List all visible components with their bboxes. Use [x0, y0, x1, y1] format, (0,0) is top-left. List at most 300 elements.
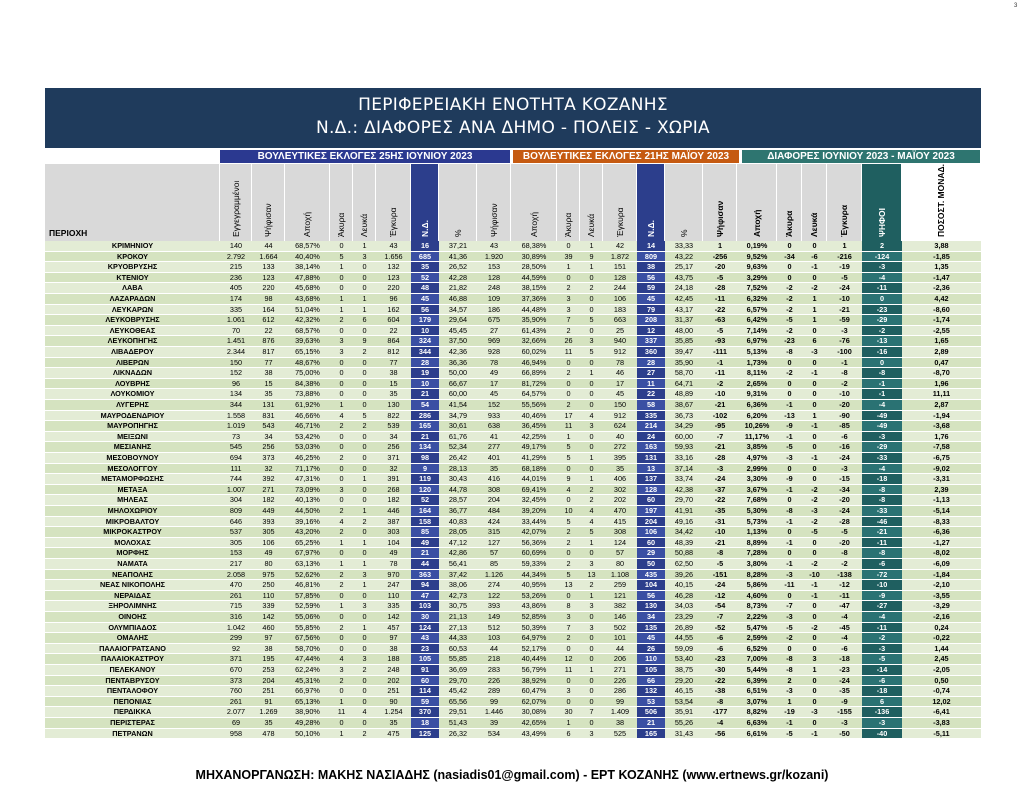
- table-cell: -5: [827, 527, 862, 537]
- table-cell: 36,45%: [511, 421, 557, 431]
- table-cell: 1.042: [220, 623, 252, 633]
- table-cell: 42,25%: [511, 432, 557, 442]
- table-row: [45, 273, 981, 283]
- table-row: [45, 548, 981, 558]
- table-cell: -7: [703, 612, 737, 622]
- table-cell: 13: [580, 570, 603, 580]
- table-cell: 53,54: [665, 697, 703, 707]
- table-cell: 152: [477, 400, 511, 410]
- table-cell: -6: [827, 644, 862, 654]
- table-cell: 38: [252, 644, 285, 654]
- table-cell: 5,73%: [737, 517, 777, 527]
- table-cell: 3,30%: [737, 474, 777, 484]
- table-cell: 416: [477, 474, 511, 484]
- table-cell: 2: [330, 506, 353, 516]
- table-cell: 1: [557, 262, 580, 272]
- table-cell: 134: [411, 442, 439, 452]
- column-header-label: ΠΟΣΟΣΤ. ΜΟΝΑΔ.: [936, 164, 946, 237]
- table-cell: 0: [353, 548, 376, 558]
- table-cell: 21,13: [439, 612, 477, 622]
- table-cell: 21: [411, 389, 439, 399]
- table-cell: 371: [220, 654, 252, 664]
- table-cell: -10: [827, 389, 862, 399]
- table-cell: 183: [603, 305, 637, 315]
- table-cell: 1: [703, 241, 737, 251]
- table-cell: 1: [557, 718, 580, 728]
- table-cell: 26,52: [439, 262, 477, 272]
- table-cell: 44,50%: [285, 506, 330, 516]
- table-cell: 272: [603, 442, 637, 452]
- table-cell: 47,31%: [285, 474, 330, 484]
- table-cell: -4: [862, 612, 902, 622]
- table-cell: 57: [477, 548, 511, 558]
- table-cell: 3,29%: [737, 273, 777, 283]
- table-cell: 34,57: [439, 305, 477, 315]
- table-cell: -10: [703, 389, 737, 399]
- table-cell: -151: [703, 570, 737, 580]
- table-cell: 1.409: [603, 707, 637, 717]
- table-cell: -8: [703, 697, 737, 707]
- table-cell: 1.664: [252, 252, 285, 262]
- row-area-name: ΛΟΥΒΡΗΣ: [45, 379, 220, 389]
- table-cell: 449: [252, 506, 285, 516]
- table-cell: 2: [330, 453, 353, 463]
- table-cell: 1: [827, 241, 862, 251]
- table-cell: -11: [862, 623, 902, 633]
- table-cell: 3: [353, 570, 376, 580]
- table-cell: 10: [411, 326, 439, 336]
- column-header-label: Λευκά: [809, 212, 819, 237]
- table-cell: 105: [637, 665, 665, 675]
- table-cell: 57,85%: [285, 591, 330, 601]
- table-cell: 286: [603, 686, 637, 696]
- table-cell: -177: [703, 707, 737, 717]
- table-cell: 268: [376, 485, 411, 495]
- table-cell: -5,11: [902, 729, 981, 739]
- table-cell: 316: [220, 612, 252, 622]
- table-cell: 188: [376, 654, 411, 664]
- column-header: [703, 164, 737, 241]
- table-cell: 405: [220, 283, 252, 293]
- table-cell: 135: [637, 623, 665, 633]
- table-cell: 4: [580, 517, 603, 527]
- table-cell: 41: [477, 432, 511, 442]
- table-cell: 0: [802, 241, 827, 251]
- table-cell: 40: [603, 432, 637, 442]
- table-cell: 60,00: [665, 432, 703, 442]
- table-cell: 37,42: [439, 570, 477, 580]
- table-cell: 41,36: [439, 252, 477, 262]
- table-cell: 685: [411, 252, 439, 262]
- table-cell: 39,63%: [285, 336, 330, 346]
- table-row: [45, 707, 981, 717]
- table-cell: 0: [580, 389, 603, 399]
- table-cell: 27: [637, 368, 665, 378]
- row-area-name: ΟΛΥΜΠΙΑΔΟΣ: [45, 623, 220, 633]
- table-cell: 67,56%: [285, 633, 330, 643]
- table-cell: 5,47%: [737, 623, 777, 633]
- table-cell: 6,20%: [737, 411, 777, 421]
- table-cell: -1: [777, 718, 802, 728]
- table-cell: 360: [637, 347, 665, 357]
- table-cell: 2: [557, 527, 580, 537]
- table-cell: 670: [220, 665, 252, 675]
- table-cell: 3,67%: [737, 485, 777, 495]
- table-cell: 2: [330, 580, 353, 590]
- table-cell: -40: [862, 729, 902, 739]
- table-cell: 5,86%: [737, 580, 777, 590]
- table-cell: 1: [353, 241, 376, 251]
- table-cell: 50,88: [665, 548, 703, 558]
- table-cell: 12: [557, 654, 580, 664]
- table-cell: 52,59%: [285, 601, 330, 611]
- table-cell: 226: [603, 676, 637, 686]
- table-cell: 3: [580, 336, 603, 346]
- table-cell: -12: [703, 591, 737, 601]
- table-cell: 53: [637, 697, 665, 707]
- table-cell: 56,41: [439, 559, 477, 569]
- row-area-name: ΜΕΤΑΜΟΡΦΩΣΗΣ: [45, 474, 220, 484]
- table-cell: 50,10%: [285, 729, 330, 739]
- table-cell: 104: [376, 538, 411, 548]
- table-cell: -34: [827, 485, 862, 495]
- table-row: [45, 368, 981, 378]
- table-cell: 5: [580, 347, 603, 357]
- table-cell: 5: [557, 453, 580, 463]
- table-cell: 876: [252, 336, 285, 346]
- table-cell: 36,36: [439, 358, 477, 368]
- table-cell: 43,68%: [285, 294, 330, 304]
- table-cell: 30,43: [439, 474, 477, 484]
- table-cell: -18: [862, 474, 902, 484]
- table-cell: 4: [580, 411, 603, 421]
- table-cell: -4: [703, 718, 737, 728]
- table-cell: -100: [827, 347, 862, 357]
- title-line-1: ΠΕΡΙΦΕΡΕΙΑΚΗ ΕΝΟΤΗΤΑ ΚΟΖΑΝΗΣ: [358, 95, 668, 115]
- table-row: [45, 347, 981, 357]
- table-row: [45, 686, 981, 696]
- table-cell: -3,68: [902, 421, 981, 431]
- table-cell: -5: [827, 273, 862, 283]
- table-cell: 162: [376, 305, 411, 315]
- table-cell: 131: [637, 453, 665, 463]
- table-cell: 60: [411, 676, 439, 686]
- table-cell: -1,94: [902, 411, 981, 421]
- table-cell: 9: [353, 336, 376, 346]
- table-cell: 22: [376, 326, 411, 336]
- table-cell: 50,00: [439, 368, 477, 378]
- table-cell: 182: [376, 495, 411, 505]
- table-cell: 0: [777, 389, 802, 399]
- table-cell: 38,90%: [285, 707, 330, 717]
- table-row: [45, 718, 981, 728]
- table-cell: 79: [637, 305, 665, 315]
- table-cell: 3: [330, 336, 353, 346]
- table-cell: -2: [802, 495, 827, 505]
- table-cell: 59,09: [665, 644, 703, 654]
- table-row: [45, 421, 981, 431]
- table-cell: 0: [353, 389, 376, 399]
- table-cell: 1.269: [252, 707, 285, 717]
- table-row: [45, 517, 981, 527]
- table-cell: 30,61: [439, 421, 477, 431]
- table-cell: 7,00%: [737, 654, 777, 664]
- table-cell: 61,43%: [511, 326, 557, 336]
- table-row: [45, 729, 981, 739]
- table-cell: 47: [411, 591, 439, 601]
- section-diff: ΔΙΑΦΟΡΕΣ ΙΟΥΝΙΟΥ 2023 - ΜΑΪΟΥ 2023: [742, 150, 980, 163]
- table-cell: 2: [557, 283, 580, 293]
- table-cell: 251: [252, 686, 285, 696]
- table-cell: 0: [353, 379, 376, 389]
- table-cell: 34: [637, 612, 665, 622]
- table-cell: 933: [477, 411, 511, 421]
- table-cell: 43,20%: [285, 527, 330, 537]
- table-cell: 2: [862, 241, 902, 251]
- row-area-name: ΠΕΛΕΚΑΝΟΥ: [45, 665, 220, 675]
- table-cell: 99: [603, 697, 637, 707]
- table-cell: 0: [862, 294, 902, 304]
- table-cell: 0: [802, 273, 827, 283]
- table-cell: -1: [777, 432, 802, 442]
- table-cell: -1,27: [902, 538, 981, 548]
- table-cell: 163: [637, 442, 665, 452]
- table-cell: 90: [376, 697, 411, 707]
- table-cell: 37,14: [665, 464, 703, 474]
- table-cell: -4: [827, 612, 862, 622]
- table-cell: 502: [603, 623, 637, 633]
- table-cell: 0: [802, 464, 827, 474]
- table-cell: 104: [637, 580, 665, 590]
- table-cell: -93: [703, 336, 737, 346]
- table-cell: 2: [353, 665, 376, 675]
- table-cell: 70: [220, 326, 252, 336]
- table-cell: 457: [376, 623, 411, 633]
- table-cell: 39,26: [665, 570, 703, 580]
- table-cell: 337: [637, 336, 665, 346]
- table-cell: 80: [603, 559, 637, 569]
- table-cell: 339: [252, 601, 285, 611]
- table-cell: 11: [557, 665, 580, 675]
- table-cell: 1: [802, 665, 827, 675]
- table-cell: -136: [862, 707, 902, 717]
- table-cell: -4: [862, 273, 902, 283]
- table-cell: 45,68%: [285, 283, 330, 293]
- table-cell: 53,42%: [285, 432, 330, 442]
- table-cell: -23: [827, 665, 862, 675]
- table-cell: 33,16: [665, 453, 703, 463]
- table-cell: 1: [802, 315, 827, 325]
- table-cell: 424: [477, 517, 511, 527]
- table-row: [45, 474, 981, 484]
- table-cell: 29: [637, 548, 665, 558]
- table-cell: -2: [777, 305, 802, 315]
- table-cell: 4: [557, 485, 580, 495]
- table-cell: 537: [220, 527, 252, 537]
- row-area-name: ΛΕΥΚΑΡΩΝ: [45, 305, 220, 315]
- table-cell: 305: [252, 527, 285, 537]
- table-cell: 42,45: [665, 294, 703, 304]
- results-table: [45, 164, 981, 741]
- table-cell: 370: [411, 707, 439, 717]
- table-row: [45, 538, 981, 548]
- table-cell: 64,57%: [511, 389, 557, 399]
- table-cell: 0: [580, 379, 603, 389]
- table-cell: 26,32: [439, 729, 477, 739]
- table-cell: 299: [220, 633, 252, 643]
- table-cell: 302: [603, 485, 637, 495]
- table-row: [45, 623, 981, 633]
- table-row: [45, 336, 981, 346]
- table-cell: 123: [252, 273, 285, 283]
- table-cell: 125: [411, 729, 439, 739]
- section-june: ΒΟΥΛΕΥΤΙΚΕΣ ΕΚΛΟΓΕΣ 25ΗΣ ΙΟΥΝΙΟΥ 2023: [220, 150, 510, 163]
- table-cell: 11,11: [902, 389, 981, 399]
- table-cell: 0: [557, 389, 580, 399]
- table-cell: 97: [252, 633, 285, 643]
- table-cell: 382: [603, 601, 637, 611]
- table-cell: 122: [477, 591, 511, 601]
- table-cell: -15: [827, 474, 862, 484]
- table-row: [45, 665, 981, 675]
- table-cell: 335: [376, 601, 411, 611]
- table-cell: 97: [376, 633, 411, 643]
- table-cell: 3: [557, 294, 580, 304]
- table-cell: 44,78: [439, 485, 477, 495]
- table-row: [45, 527, 981, 537]
- table-row: [45, 262, 981, 272]
- table-cell: 42,73: [439, 591, 477, 601]
- table-cell: 0: [580, 633, 603, 643]
- table-cell: -1: [802, 421, 827, 431]
- column-header: [252, 164, 285, 241]
- table-cell: 9: [557, 474, 580, 484]
- table-cell: 0: [557, 644, 580, 654]
- table-cell: 61,76: [439, 432, 477, 442]
- table-cell: 63,13%: [285, 559, 330, 569]
- table-cell: 36,73: [665, 411, 703, 421]
- table-cell: -8: [862, 495, 902, 505]
- table-cell: 1.558: [220, 411, 252, 421]
- table-cell: 2: [330, 527, 353, 537]
- table-cell: 0: [330, 283, 353, 293]
- table-cell: -90: [827, 411, 862, 421]
- table-cell: -22: [703, 495, 737, 505]
- table-cell: -21: [703, 442, 737, 452]
- table-cell: 0: [580, 432, 603, 442]
- table-cell: 68,57%: [285, 326, 330, 336]
- table-cell: 179: [411, 315, 439, 325]
- table-cell: 0: [802, 358, 827, 368]
- table-cell: 0: [777, 495, 802, 505]
- table-cell: 5: [580, 315, 603, 325]
- table-cell: 85: [477, 559, 511, 569]
- table-cell: 0: [330, 718, 353, 728]
- table-cell: 244: [603, 283, 637, 293]
- table-cell: 760: [220, 686, 252, 696]
- table-cell: 0: [862, 358, 902, 368]
- table-cell: 2: [557, 368, 580, 378]
- table-cell: 0: [580, 400, 603, 410]
- table-cell: 60,53: [439, 644, 477, 654]
- table-cell: 42,28: [439, 273, 477, 283]
- table-cell: 809: [637, 252, 665, 262]
- table-cell: 30,08%: [511, 707, 557, 717]
- table-cell: 2: [580, 495, 603, 505]
- table-cell: -63: [703, 315, 737, 325]
- table-cell: 51,43: [439, 718, 477, 728]
- table-cell: 2: [353, 421, 376, 431]
- table-cell: -2,55: [902, 326, 981, 336]
- table-cell: 250: [252, 580, 285, 590]
- table-cell: 94: [411, 580, 439, 590]
- table-cell: 59,33%: [511, 559, 557, 569]
- table-cell: 604: [376, 315, 411, 325]
- table-cell: -28: [703, 453, 737, 463]
- table-cell: 56,36%: [511, 538, 557, 548]
- table-cell: 308: [603, 527, 637, 537]
- page-number: 3: [1014, 3, 1018, 9]
- table-cell: 0: [353, 527, 376, 537]
- table-cell: -10: [802, 570, 827, 580]
- table-cell: 43,22: [665, 252, 703, 262]
- table-cell: 253: [252, 665, 285, 675]
- table-cell: 124: [411, 623, 439, 633]
- table-cell: 283: [477, 665, 511, 675]
- table-cell: 56: [411, 305, 439, 315]
- table-cell: 69: [220, 718, 252, 728]
- table-cell: 0: [557, 464, 580, 474]
- table-cell: -59: [827, 315, 862, 325]
- table-row: [45, 283, 981, 293]
- table-cell: 73,09%: [285, 485, 330, 495]
- table-cell: 2: [557, 633, 580, 643]
- table-cell: 56,79%: [511, 665, 557, 675]
- table-cell: 2: [557, 538, 580, 548]
- table-cell: 0: [353, 697, 376, 707]
- table-cell: 96: [220, 379, 252, 389]
- table-cell: 248: [376, 665, 411, 675]
- column-header-label: Εγγεγραμμένοι: [230, 180, 241, 237]
- table-row: [45, 241, 981, 251]
- column-header: [220, 164, 252, 241]
- table-cell: 65,56: [439, 697, 477, 707]
- table-cell: -5: [703, 273, 737, 283]
- table-row: [45, 432, 981, 442]
- table-cell: 42,65%: [511, 718, 557, 728]
- table-cell: 28,13: [439, 464, 477, 474]
- table-cell: 912: [603, 411, 637, 421]
- row-area-name: ΠΕΠΟΝΙΑΣ: [45, 697, 220, 707]
- table-cell: -3: [862, 718, 902, 728]
- table-cell: 744: [220, 474, 252, 484]
- table-cell: 151: [603, 262, 637, 272]
- table-cell: 68,57%: [285, 241, 330, 251]
- table-cell: 0: [777, 644, 802, 654]
- table-cell: 5,44%: [737, 665, 777, 675]
- table-cell: -2: [802, 559, 827, 569]
- table-cell: 60,00: [439, 389, 477, 399]
- table-cell: 38: [603, 718, 637, 728]
- table-cell: 0: [353, 358, 376, 368]
- table-cell: -23: [703, 654, 737, 664]
- table-cell: -8,60: [902, 305, 981, 315]
- table-cell: 12: [637, 326, 665, 336]
- table-cell: 969: [477, 336, 511, 346]
- table-row: [45, 580, 981, 590]
- row-area-name: ΛΕΥΚΟΠΗΓΗΣ: [45, 336, 220, 346]
- table-cell: -29: [862, 442, 902, 452]
